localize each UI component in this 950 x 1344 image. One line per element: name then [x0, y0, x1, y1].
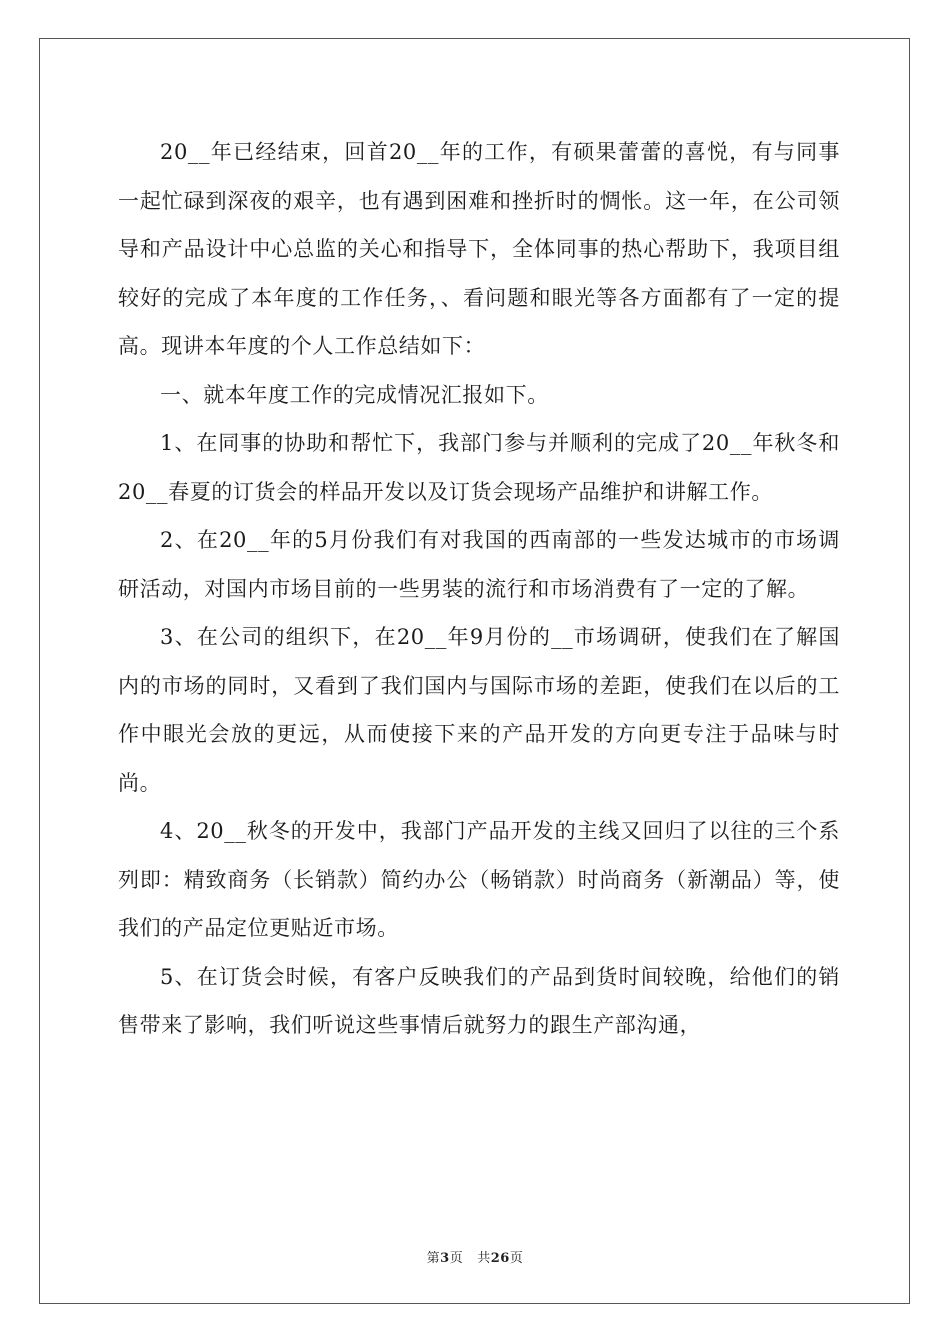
paragraph-item-1: 1、在同事的协助和帮忙下，我部门参与并顺利的完成了20__年秋冬和20__春夏的订货会的样品开发以及订货会现场产品维护和讲解工作。 — [118, 431, 840, 504]
document-body — [118, 128, 840, 1050]
total-unit: 页 — [509, 1251, 524, 1266]
page-unit: 页 — [449, 1251, 464, 1266]
paragraph-item-4: 4、20__秋冬的开发中，我部门产品开发的主线又回归了以往的三个系列即：精致商务（长销款）简约办公（畅销款）时尚商务（新潮品）等，使我们的产品定位更贴近市场。 — [118, 819, 840, 940]
page-total: 26 — [490, 1251, 510, 1266]
paragraph-item-3: 3、在公司的组织下，在20__年9月份的__市场调研，使我们在了解国内的市场的同时，又看到了我们国内与国际市场的差距，使我们在以后的工作中眼光会放的更远，从而使接下来的产品开发的方向更专注于品味与时尚。 — [118, 625, 840, 795]
paragraph-section-heading: 一、就本年度工作的完成情况汇报如下。 — [160, 382, 549, 407]
page-footer — [0, 1247, 950, 1266]
page-prefix: 第 — [426, 1251, 441, 1266]
paragraph-item-2: 2、在20__年的5月份我们有对我国的西南部的一些发达城市的市场调研活动，对国内市场目前的一些男装的流行和市场消费有了一定的了解。 — [118, 528, 840, 601]
paragraph-item-5: 5、在订货会时候，有客户反映我们的产品到货时间较晚，给他们的销售带来了影响，我们听说这些事情后就努力的跟生产部沟通， — [118, 964, 840, 1037]
page-current: 3 — [440, 1251, 450, 1266]
paragraph-intro: 20__年已经结束，回首20__年的工作，有硕果蕾蕾的喜悦，有与同事一起忙碌到深夜的艰辛，也有遇到困难和挫折时的惆怅。这一年，在公司领导和产品设计中心总监的关心和指导下，全体同事的热心帮助下，我项目组较好的完成了本年度的工作任务，、看问题和眼光等各方面都有了一定的提高。现讲本年度的个人工作总结如下： — [118, 140, 840, 358]
total-prefix: 共 — [477, 1251, 491, 1266]
